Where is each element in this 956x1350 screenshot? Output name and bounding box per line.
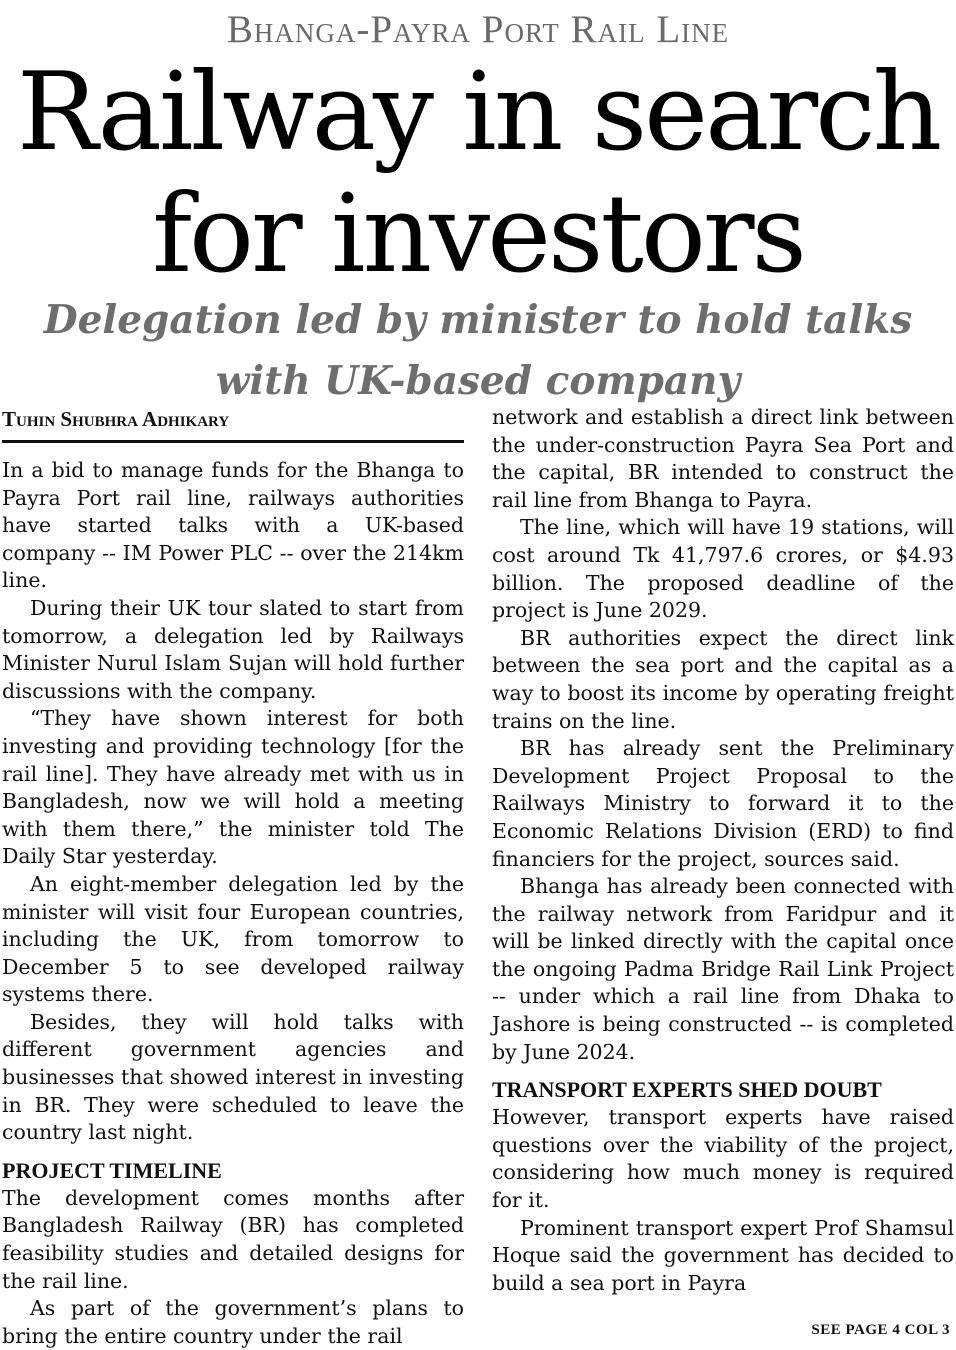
- subhead-transport-experts: TRANSPORT EXPERTS SHED DOUBT: [492, 1077, 882, 1103]
- paragraph: During their UK tour slated to start from tomorrow, a delegation led by Railways Minister Nurul Islam Sujan will hold further discussions with the company.: [2, 595, 464, 703]
- deck-subheadline: Delegation led by minister to hold talks with UK-based company: [43, 297, 913, 404]
- paragraph: The line, which will have 19 stations, will cost around Tk 41,797.6 crores, or $4.93 billion. The proposed deadline of the project is June 2029.: [492, 515, 954, 623]
- paragraph: “They have shown interest for both investing and providing technology [for the rail line]. They have already met with us in Bangladesh, now we will hold a meeting with them there,” the minister told The Daily Star yesterday.: [2, 706, 464, 869]
- paragraph: However, transport experts have raised questions over the viability of the project, considering how much money is required for it.: [492, 1105, 954, 1213]
- paragraph: network and establish a direct link between the under-construction Payra Sea Port and the capital, BR intended to construct the rail line from Bhanga to Payra.: [492, 405, 954, 512]
- paragraph: Besides, they will hold talks with different government agencies and businesses that showed interest in investing in BR. They were scheduled to leave the country last night.: [2, 1009, 464, 1145]
- paragraph: BR has already sent the Preliminary Development Project Proposal to the Railways Ministry to forward it to the Economic Relations Division (ERD) to find financiers for the project, sources said.: [492, 736, 954, 871]
- headline: Railway in search for investors: [16, 50, 940, 297]
- paragraph: An eight-member delegation led by the minister will visit four European countries, including the UK, from tomorrow to December 5 to see developed railway systems there.: [2, 871, 464, 1007]
- continuation-jump-line: SEE PAGE 4 COL 3: [811, 1322, 950, 1338]
- left-column: [2, 404, 464, 1350]
- byline: Tuhin Shubhra Adhikary: [2, 404, 464, 443]
- paragraph: Bhanga has already been connected with the railway network from Faridpur and it will be linked directly with the capital once the ongoing Padma Bridge Rail Link Project -- under which a rail line from Dhaka to Jashore is being constructed -- is completed by June 2024.: [492, 874, 954, 1064]
- right-column: [492, 404, 954, 1297]
- subhead-project-timeline: PROJECT TIMELINE: [2, 1157, 222, 1183]
- paragraph: In a bid to manage funds for the Bhanga to Payra Port rail line, railways authorities have started talks with a UK-based company -- IM Power PLC -- over the 214km line.: [2, 458, 464, 593]
- kicker: Bhanga-Payra Port Rail Line: [226, 8, 730, 51]
- paragraph: BR authorities expect the direct link between the sea port and the capital as a way to boost its income by operating freight trains on the line.: [492, 625, 954, 733]
- paragraph: The development comes months after Bangladesh Railway (BR) has completed feasibility studies and detailed designs for the rail line.: [2, 1185, 464, 1293]
- paragraph: As part of the government’s plans to bring the entire country under the rail: [2, 1296, 464, 1348]
- paragraph: Prominent transport expert Prof Shamsul Hoque said the government has decided to build a sea port in Payra: [492, 1215, 954, 1295]
